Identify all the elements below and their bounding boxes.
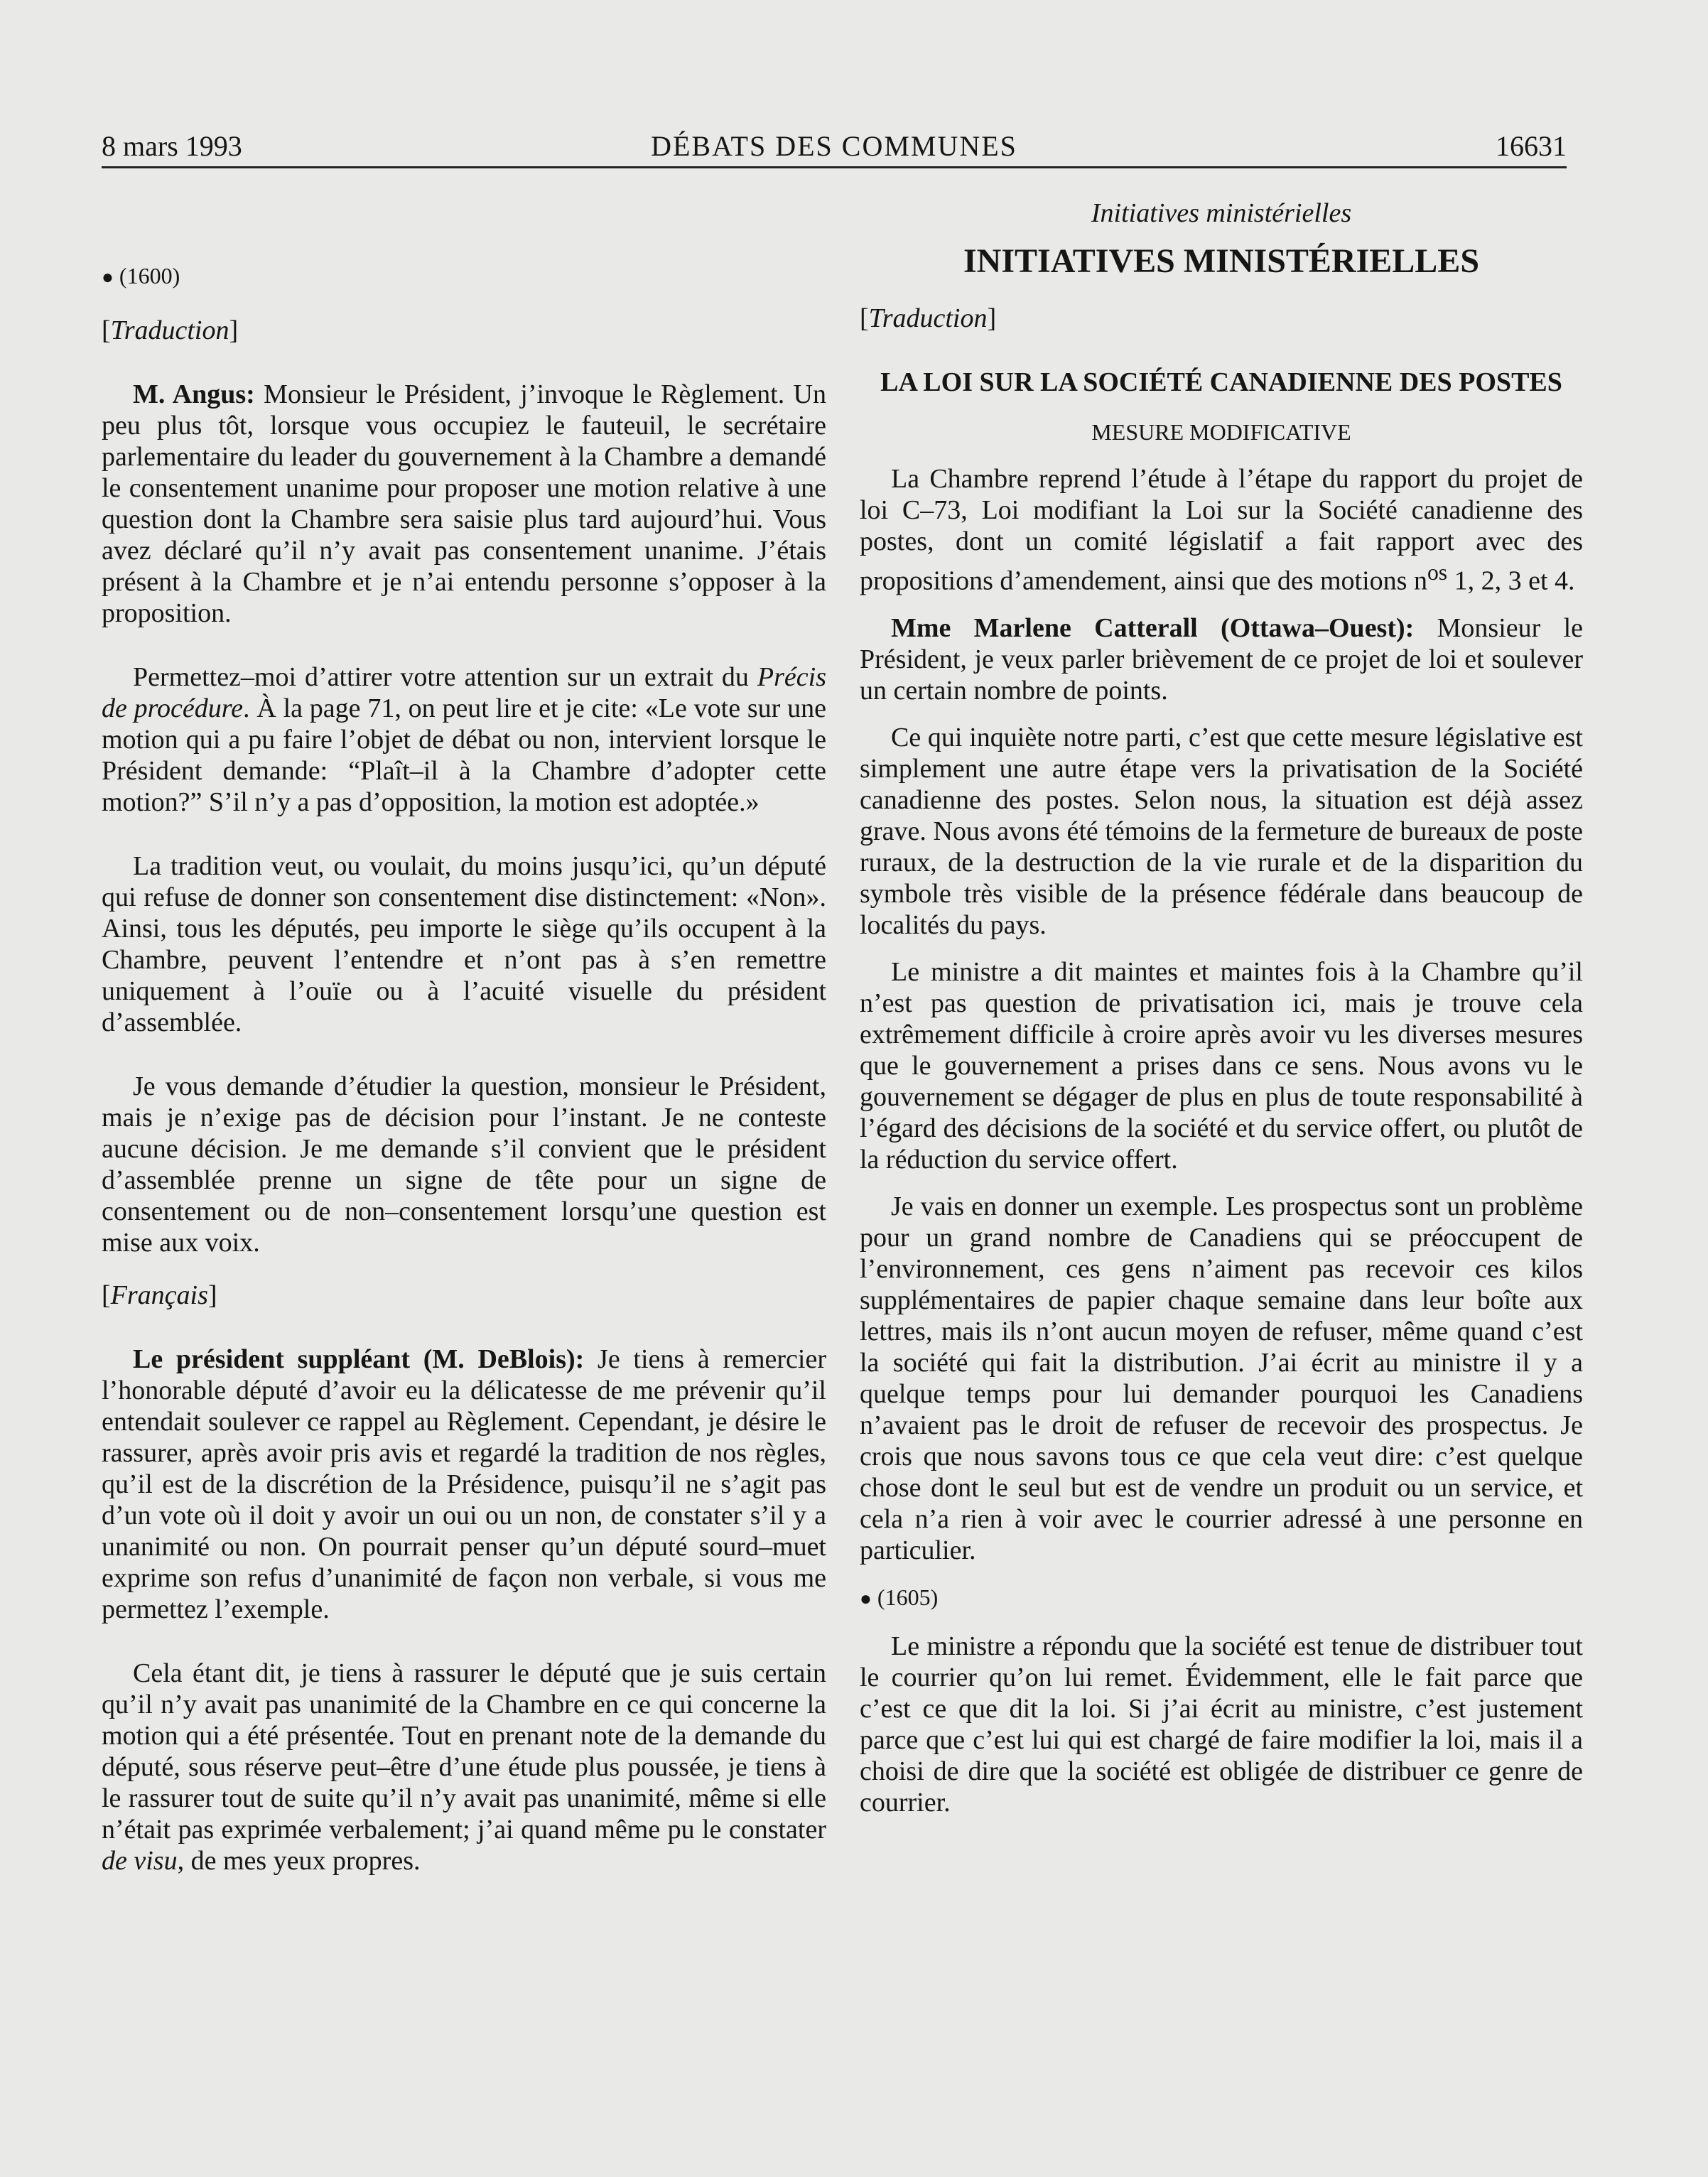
rubric: Initiatives ministérielles (1091, 198, 1352, 228)
paragraph: Ce qui inquiète notre parti, c’est que cette mesure législative est simplement une autre étape vers la privatisation de la Société canadienne des postes. Selon nous, la situation est déjà assez grave. Nous avons été témoins de la fermeture de bureaux de poste ruraux, de la destruction de la vie rurale et de la disparition du symbole très visible de la présence fédérale dans beaucoup de localités du pays. (860, 722, 1583, 940)
paragraph: Je vais en donner un exemple. Les prospectus sont un problème pour un grand nombre de Canadiens qui se préoccupent de l’environnement, ces gens n’aiment pas recevoir ces kilos supplémentaires de papier chaque semaine dans leur boîte aux lettres, mais ils n’ont aucun moyen de refuser, même quand c’est la société qui fait la distribution. J’ai écrit au ministre il y a quelque temps pour lui demander pourquoi les Canadiens n’avaient pas le droit de refuser de recevoir des prospectus. Je crois que nous savons tous ce que cela veut dire: c’est quelque chose dont le seul but est de vendre un produit ou un service, et cela n’a rien à voir avec le courrier adressé à une personne en particulier. (860, 1191, 1583, 1565)
time-marker: ● (1605) (860, 1584, 939, 1610)
header-date: 8 mars 1993 (102, 130, 242, 162)
language-label: [Français] (102, 1280, 217, 1310)
paragraph: Le ministre a répondu que la société est tenue de distribuer tout le courrier qu’on lui remet. Évidemment, elle le fait parce que c’est ce que dit la loi. Si j’ai écrit au ministre, c’est justement parce que c’est lui qui est chargé de faire modifier la loi, mais il a choisi de dire que la société est obligée de distribuer ce genre de courrier. (860, 1631, 1583, 1817)
paragraph: M. Angus: Monsieur le Président, j’invoque le Règlement. Un peu plus tôt, lorsque vous occupiez le fauteuil, le secrétaire parlementaire du leader du gouvernement à la Chambre a demandé le consentement unanime pour proposer une motion relative à une question dont la Chambre sera saisie plus tard aujourd’hui. Vous avez déclaré qu’il n’y avait pas consentement unanime. J’étais présent à la Chambre et je n’ai entendu personne s’opposer à la proposition. (102, 379, 827, 628)
paragraph: Permettez–moi d’attirer votre attention sur un extrait du Précis de procédure. À la page 71, on peut lire et je cite: «Le vote sur une motion qui a pu faire l’objet de débat ou non, intervient lorsque le Président demande: “Plaît–il à la Chambre d’adopter cette motion?” S’il n’y a pas d’opposition, la motion est adoptée.» (102, 662, 826, 817)
language-label: [Traduction] (102, 315, 239, 345)
header-page-number: 16631 (1496, 130, 1567, 162)
paragraph: Mme Marlene Catterall (Ottawa–Ouest): Monsieur le Président, je veux parler brièvement de ce projet de loi et soulever un certain nombre de points. (860, 612, 1584, 706)
header-title: DÉBATS DES COMMUNES (651, 130, 1017, 162)
bullet-icon: ● (860, 1587, 872, 1610)
paragraph: La Chambre reprend l’étude à l’étape du rapport du projet de loi C–73, Loi modifiant la Loi sur la Société canadienne des postes, dont un comité législatif a fait rapport avec des propositions d’amendement, ainsi que des motions $n^{os}$ 1, 2, 3 et 4. (860, 464, 1583, 596)
language-label: [Traduction] (860, 303, 997, 333)
speaker-name: M. Angus: (133, 379, 255, 409)
paragraph: Je vous demande d’étudier la question, monsieur le Président, mais je n’exige pas de décision pour l’instant. Je ne conteste aucune décision. Je me demande s’il convient que le président d’assemblée prenne un signe de tête pour un signe de consentement ou de non–consentement lorsqu’une question est mise aux voix. (102, 1071, 826, 1258)
right-column (860, 192, 1583, 1818)
paragraph: Le président suppléant (M. DeBlois): Je tiens à remercier l’honorable député d’avoir eu la délicatesse de me prévenir qu’il entendait soulever ce rappel au Règlement. Cependant, je désire le rassurer, après avoir pris avis et regardé la tradition de nos règles, qu’il est de la discrétion de la Présidence, puisqu’il ne s’agit pas d’un vote où il doit y avoir un oui ou un non, de constater s’il y a unanimité ou non. On pourrait penser qu’un député sourd–muet exprime son refus d’unanimité de façon non verbale, si vous me permettez l’exemple. (102, 1344, 826, 1624)
bullet-icon: ● (102, 266, 114, 288)
paragraph: Cela étant dit, je tiens à rassurer le député que je suis certain qu’il n’y avait pas unanimité de la Chambre en ce qui concerne la motion qui a été présentée. Tout en prenant note de la demande du député, sous réserve peut–être d’une étude plus poussée, je tiens à le rassurer tout de suite qu’il n’y avait pas unanimité, même si elle n’était pas exprimée verbalement; j’ai quand même pu le constater de visu, de mes yeux propres. (102, 1658, 826, 1876)
subsection-title: MESURE MODIFICATIVE (1091, 419, 1351, 445)
section-title: INITIATIVES MINISTÉRIELLES (963, 242, 1480, 280)
paragraph: La tradition veut, ou voulait, du moins jusqu’ici, qu’un député qui refuse de donner son consentement dise distinctement: «Non». Ainsi, tous les députés, peu importe le siège qu’ils occupent à la Chambre, peuvent l’entendre et n’ont pas à s’en remettre uniquement à l’ouïe ou à l’acuité visuelle du président d’assemblée. (102, 851, 826, 1037)
running-header (102, 126, 1567, 168)
speaker-name: Mme Marlene Catterall (Ottawa–Ouest): (891, 612, 1415, 643)
speaker-name: Le président suppléant (M. DeBlois): (133, 1344, 585, 1374)
bill-title: LA LOI SUR LA SOCIÉTÉ CANADIENNE DES POSTES (880, 367, 1562, 397)
time-marker: ● (1600) (102, 263, 180, 288)
left-column (102, 192, 826, 1876)
paragraph: Le ministre a dit maintes et maintes fois à la Chambre qu’il n’est pas question de privatisation ici, mais je trouve cela extrêmement difficile à croire après avoir vu les diverses mesures que le gouvernement a prises dans ce sens. Nous avons vu le gouvernement se dégager de plus en plus de toute responsabilité à l’égard des décisions de la société et du service offert, ou plutôt de la réduction du service offert. (860, 956, 1583, 1174)
